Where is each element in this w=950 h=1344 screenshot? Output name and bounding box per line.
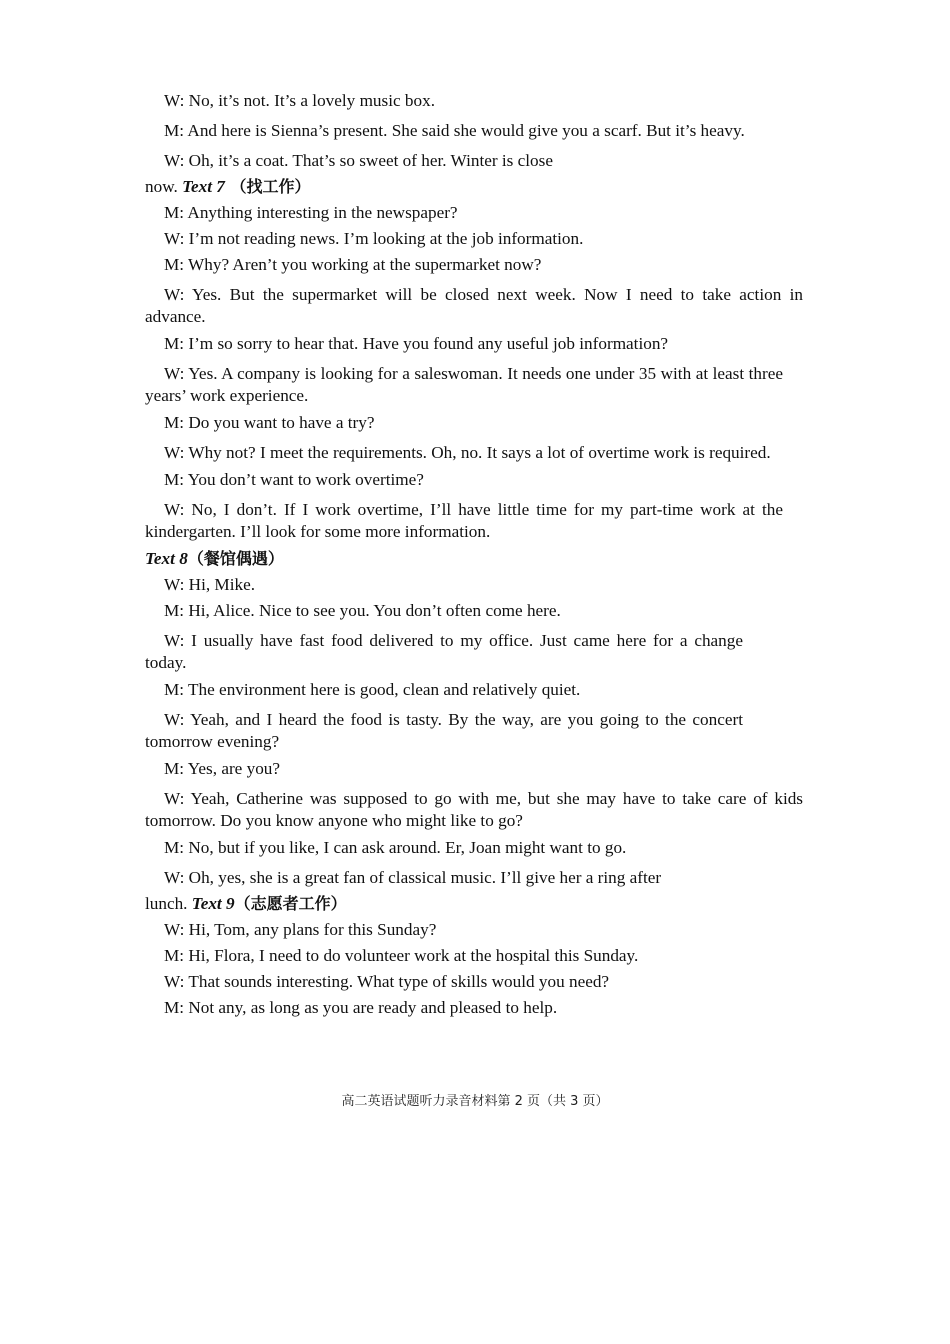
section-label: Text 9	[191, 894, 235, 913]
dialogue-line: M: Why? Aren’t you working at the supermarket now?	[164, 255, 542, 274]
dialogue-line: W: Yeah, and I heard the food is tasty. By the way, are you going to the concert tomorrow evening?	[145, 710, 743, 751]
dialogue-line: W: Yes. A company is looking for a saleswoman. It needs one under 35 with at least three years’ work experience.	[145, 364, 783, 405]
dialogue-line-continuation: lunch.	[145, 894, 188, 913]
section-heading-text-7	[145, 176, 803, 198]
dialogue-line: M: I’m so sorry to hear that. Have you found any useful job information?	[164, 334, 669, 353]
dialogue-line: W: No, it’s not. It’s a lovely music box.	[164, 91, 435, 110]
dialogue-line: W: Why not? I meet the requirements. Oh, no. It says a lot of overtime work is required.	[164, 443, 771, 462]
dialogue-line: M: The environment here is good, clean and relatively quiet.	[164, 680, 581, 699]
dialogue-line: W: Yes. But the supermarket will be closed next week. Now I need to take action in advance.	[145, 285, 803, 326]
dialogue-line: W: Oh, yes, she is a great fan of classical music. I’ll give her a ring after	[164, 868, 662, 887]
listening-transcript	[145, 90, 803, 1023]
dialogue-line: W: Hi, Tom, any plans for this Sunday?	[164, 920, 437, 939]
dialogue-line: M: Hi, Flora, I need to do volunteer work at the hospital this Sunday.	[164, 946, 639, 965]
page-footer: 高二英语试题听力录音材料第 2 页（共 3 页）	[341, 1094, 609, 1109]
dialogue-line: M: Yes, are you?	[164, 759, 281, 778]
dialogue-line: W: Yeah, Catherine was supposed to go with me, but she may have to take care of kids tomorrow. Do you know anyone who might like to go?	[145, 789, 803, 830]
dialogue-line: W: I’m not reading news. I’m looking at the job information.	[164, 229, 584, 248]
dialogue-line: W: Oh, it’s a coat. That’s so sweet of her. Winter is close	[164, 151, 553, 170]
dialogue-line: W: No, I don’t. If I work overtime, I’ll have little time for my part-time work at the kindergarten. I’ll look for some more information.	[145, 500, 783, 541]
section-heading-text-9	[145, 893, 803, 915]
dialogue-line: M: You don’t want to work overtime?	[164, 470, 424, 489]
dialogue-line: M: And here is Sienna’s present. She said she would give you a scarf. But it’s heavy.	[164, 121, 745, 140]
dialogue-line: M: Not any, as long as you are ready and pleased to help.	[164, 998, 558, 1017]
dialogue-line-continuation: now.	[145, 177, 178, 196]
section-topic: （志愿者工作）	[234, 894, 347, 913]
dialogue-line: W: I usually have fast food delivered to my office. Just came here for a change today.	[145, 631, 743, 672]
section-topic: （餐馆偶遇）	[187, 549, 284, 568]
section-label: Text 8	[145, 549, 188, 568]
dialogue-line: M: No, but if you like, I can ask around. Er, Joan might want to go.	[164, 838, 627, 857]
dialogue-line: W: Hi, Mike.	[164, 575, 256, 594]
dialogue-line: M: Hi, Alice. Nice to see you. You don’t often come here.	[164, 601, 561, 620]
section-label: Text 7	[182, 177, 225, 196]
section-topic: （找工作）	[224, 177, 311, 196]
dialogue-line: M: Anything interesting in the newspaper?	[164, 203, 458, 222]
section-heading-text-8	[145, 548, 803, 570]
dialogue-line: W: That sounds interesting. What type of skills would you need?	[164, 972, 610, 991]
dialogue-line: M: Do you want to have a try?	[164, 413, 375, 432]
